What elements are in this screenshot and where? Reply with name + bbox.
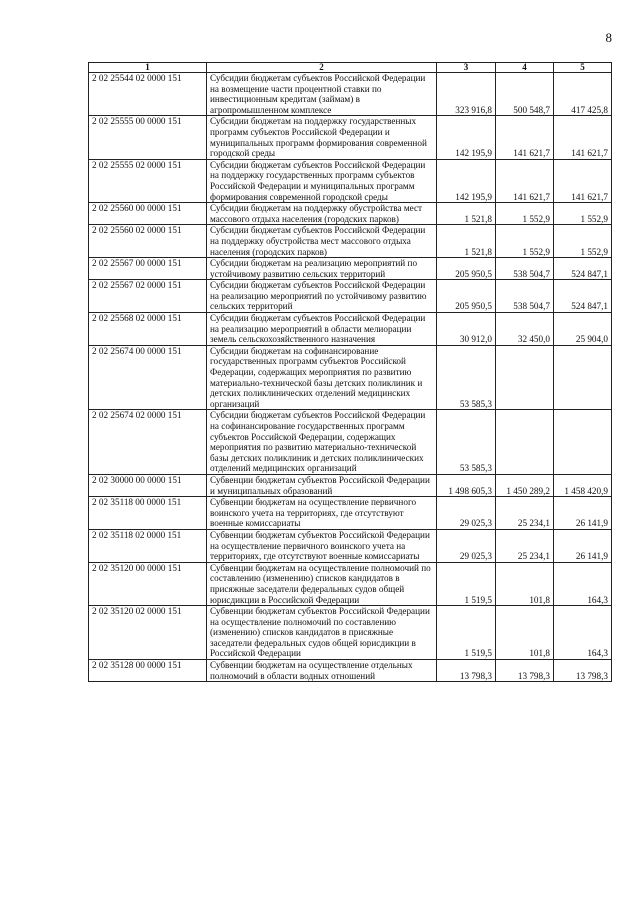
row-value-col4: 101,8 bbox=[496, 606, 554, 660]
row-name: Субсидии бюджетам на софинансирование государственных программ субъектов Российской Федерации, содержащих мероприятия по развитию материально-технической базы детских поликлиник и детских поликлинических отделений медицинских организаций bbox=[207, 345, 437, 410]
row-value-col5: 164,3 bbox=[554, 562, 612, 605]
row-name: Субсидии бюджетам на поддержку государственных программ субъектов Российской Федерации и муниципальных программ формирования современной городской среды bbox=[207, 116, 437, 159]
row-value-col3: 1 519,5 bbox=[437, 606, 496, 660]
row-value-col3: 1 521,8 bbox=[437, 203, 496, 225]
table-row bbox=[89, 529, 612, 562]
row-code: 2 02 25567 00 0000 151 bbox=[89, 258, 207, 280]
row-value-col4: 538 504,7 bbox=[496, 280, 554, 313]
row-value-col3: 205 950,5 bbox=[437, 258, 496, 280]
row-name: Субсидии бюджетам субъектов Российской Федерации на реализацию мероприятий по устойчивому развитию сельских территорий bbox=[207, 280, 437, 313]
row-value-col5: 524 847,1 bbox=[554, 258, 612, 280]
row-code: 2 02 25568 02 0000 151 bbox=[89, 313, 207, 346]
row-name: Субсидии бюджетам на поддержку обустройства мест массового отдыха населения (городских парков) bbox=[207, 203, 437, 225]
row-value-col4: 1 552,9 bbox=[496, 203, 554, 225]
row-value-col3: 1 521,8 bbox=[437, 225, 496, 258]
row-code: 2 02 25567 02 0000 151 bbox=[89, 280, 207, 313]
row-value-col3: 1 519,5 bbox=[437, 562, 496, 605]
row-code: 2 02 25560 00 0000 151 bbox=[89, 203, 207, 225]
row-value-col3: 29 025,3 bbox=[437, 497, 496, 530]
table-row bbox=[89, 345, 612, 410]
table-row bbox=[89, 225, 612, 258]
row-value-col4: 1 552,9 bbox=[496, 225, 554, 258]
table-row bbox=[89, 606, 612, 660]
column-header-1: 1 bbox=[89, 63, 207, 73]
row-value-col3: 30 912,0 bbox=[437, 313, 496, 346]
table-row bbox=[89, 280, 612, 313]
row-name: Субсидии бюджетам субъектов Российской Федерации на поддержку государственных программ субъектов Российской Федерации и муниципальных программ формирования современной городской среды bbox=[207, 159, 437, 202]
row-code: 2 02 25555 00 0000 151 bbox=[89, 116, 207, 159]
column-header-5: 5 bbox=[554, 63, 612, 73]
row-value-col4: 32 450,0 bbox=[496, 313, 554, 346]
row-value-col4: 25 234,1 bbox=[496, 529, 554, 562]
row-name: Субвенции бюджетам субъектов Российской Федерации на осуществление полномочий по составлению (изменению) списков кандидатов в присяжные заседатели федеральных судов общей юрисдикции в Российской Федерации bbox=[207, 606, 437, 660]
table-body bbox=[89, 73, 612, 682]
column-header-4: 4 bbox=[496, 63, 554, 73]
table-row bbox=[89, 258, 612, 280]
row-code: 2 02 25544 02 0000 151 bbox=[89, 73, 207, 116]
row-value-col3: 142 195,9 bbox=[437, 116, 496, 159]
table-row bbox=[89, 497, 612, 530]
table-row bbox=[89, 116, 612, 159]
row-value-col4: 25 234,1 bbox=[496, 497, 554, 530]
row-value-col4: 101,8 bbox=[496, 562, 554, 605]
row-code: 2 02 25555 02 0000 151 bbox=[89, 159, 207, 202]
row-value-col5 bbox=[554, 410, 612, 475]
column-header-2: 2 bbox=[207, 63, 437, 73]
row-code: 2 02 30000 00 0000 151 bbox=[89, 474, 207, 496]
table-row bbox=[89, 203, 612, 225]
row-value-col5: 26 141,9 bbox=[554, 497, 612, 530]
row-code: 2 02 35120 02 0000 151 bbox=[89, 606, 207, 660]
row-value-col3: 53 585,3 bbox=[437, 410, 496, 475]
row-value-col3: 13 798,3 bbox=[437, 660, 496, 682]
row-code: 2 02 35118 00 0000 151 bbox=[89, 497, 207, 530]
row-name: Субвенции бюджетам субъектов Российской Федерации на осуществление первичного воинского учета на территориях, где отсутствуют военные комиссариаты bbox=[207, 529, 437, 562]
row-value-col5: 141 621,7 bbox=[554, 159, 612, 202]
row-value-col3: 142 195,9 bbox=[437, 159, 496, 202]
row-name: Субвенции бюджетам субъектов Российской Федерации и муниципальных образований bbox=[207, 474, 437, 496]
row-value-col5: 417 425,8 bbox=[554, 73, 612, 116]
table-row bbox=[89, 410, 612, 475]
row-code: 2 02 25560 02 0000 151 bbox=[89, 225, 207, 258]
row-code: 2 02 35118 02 0000 151 bbox=[89, 529, 207, 562]
table-header-row bbox=[89, 63, 612, 73]
row-value-col5: 13 798,3 bbox=[554, 660, 612, 682]
row-value-col4: 1 450 289,2 bbox=[496, 474, 554, 496]
row-value-col5: 1 458 420,9 bbox=[554, 474, 612, 496]
row-value-col3: 29 025,3 bbox=[437, 529, 496, 562]
row-value-col4: 13 798,3 bbox=[496, 660, 554, 682]
table-row bbox=[89, 474, 612, 496]
row-value-col4 bbox=[496, 345, 554, 410]
row-name: Субсидии бюджетам субъектов Российской Федерации на реализацию мероприятий в области мелиорации земель сельскохозяйственного назначения bbox=[207, 313, 437, 346]
row-code: 2 02 25674 00 0000 151 bbox=[89, 345, 207, 410]
row-name: Субсидии бюджетам на реализацию мероприятий по устойчивому развитию сельских территорий bbox=[207, 258, 437, 280]
row-value-col5: 1 552,9 bbox=[554, 203, 612, 225]
row-name: Субсидии бюджетам субъектов Российской Федерации на поддержку обустройства мест массового отдыха населения (городских парков) bbox=[207, 225, 437, 258]
row-value-col4: 141 621,7 bbox=[496, 159, 554, 202]
row-value-col4 bbox=[496, 410, 554, 475]
row-value-col5: 26 141,9 bbox=[554, 529, 612, 562]
row-name: Субвенции бюджетам на осуществление полномочий по составлению (изменению) списков кандидатов в присяжные заседатели федеральных судов общей юрисдикции в Российской Федерации bbox=[207, 562, 437, 605]
row-code: 2 02 35120 00 0000 151 bbox=[89, 562, 207, 605]
row-value-col4: 500 548,7 bbox=[496, 73, 554, 116]
row-value-col5 bbox=[554, 345, 612, 410]
table-row bbox=[89, 660, 612, 682]
row-value-col4: 538 504,7 bbox=[496, 258, 554, 280]
row-name: Субвенции бюджетам на осуществление отдельных полномочий в области водных отношений bbox=[207, 660, 437, 682]
table-row bbox=[89, 562, 612, 605]
row-value-col5: 25 904,0 bbox=[554, 313, 612, 346]
row-value-col5: 524 847,1 bbox=[554, 280, 612, 313]
row-value-col3: 1 498 605,3 bbox=[437, 474, 496, 496]
row-value-col3: 323 916,8 bbox=[437, 73, 496, 116]
row-name: Субвенции бюджетам на осуществление первичного воинского учета на территориях, где отсутствуют военные комиссариаты bbox=[207, 497, 437, 530]
row-code: 2 02 25674 02 0000 151 bbox=[89, 410, 207, 475]
row-value-col5: 141 621,7 bbox=[554, 116, 612, 159]
row-value-col5: 164,3 bbox=[554, 606, 612, 660]
budget-table bbox=[88, 62, 612, 682]
row-value-col4: 141 621,7 bbox=[496, 116, 554, 159]
row-name: Субсидии бюджетам субъектов Российской Федерации на софинансирование государственных программ субъектов Российской Федерации, содержащих мероприятия по развитию материально-технической базы детских поликлиник и детских поликлинических отделений медицинских организаций bbox=[207, 410, 437, 475]
row-value-col3: 53 585,3 bbox=[437, 345, 496, 410]
row-value-col3: 205 950,5 bbox=[437, 280, 496, 313]
table-row bbox=[89, 159, 612, 202]
column-header-3: 3 bbox=[437, 63, 496, 73]
table-row bbox=[89, 313, 612, 346]
table-row bbox=[89, 73, 612, 116]
row-code: 2 02 35128 00 0000 151 bbox=[89, 660, 207, 682]
page-number: 8 bbox=[605, 30, 612, 45]
row-name: Субсидии бюджетам субъектов Российской Федерации на возмещение части процентной ставки по инвестиционным кредитам (займам) в агропромышленном комплексе bbox=[207, 73, 437, 116]
row-value-col5: 1 552,9 bbox=[554, 225, 612, 258]
